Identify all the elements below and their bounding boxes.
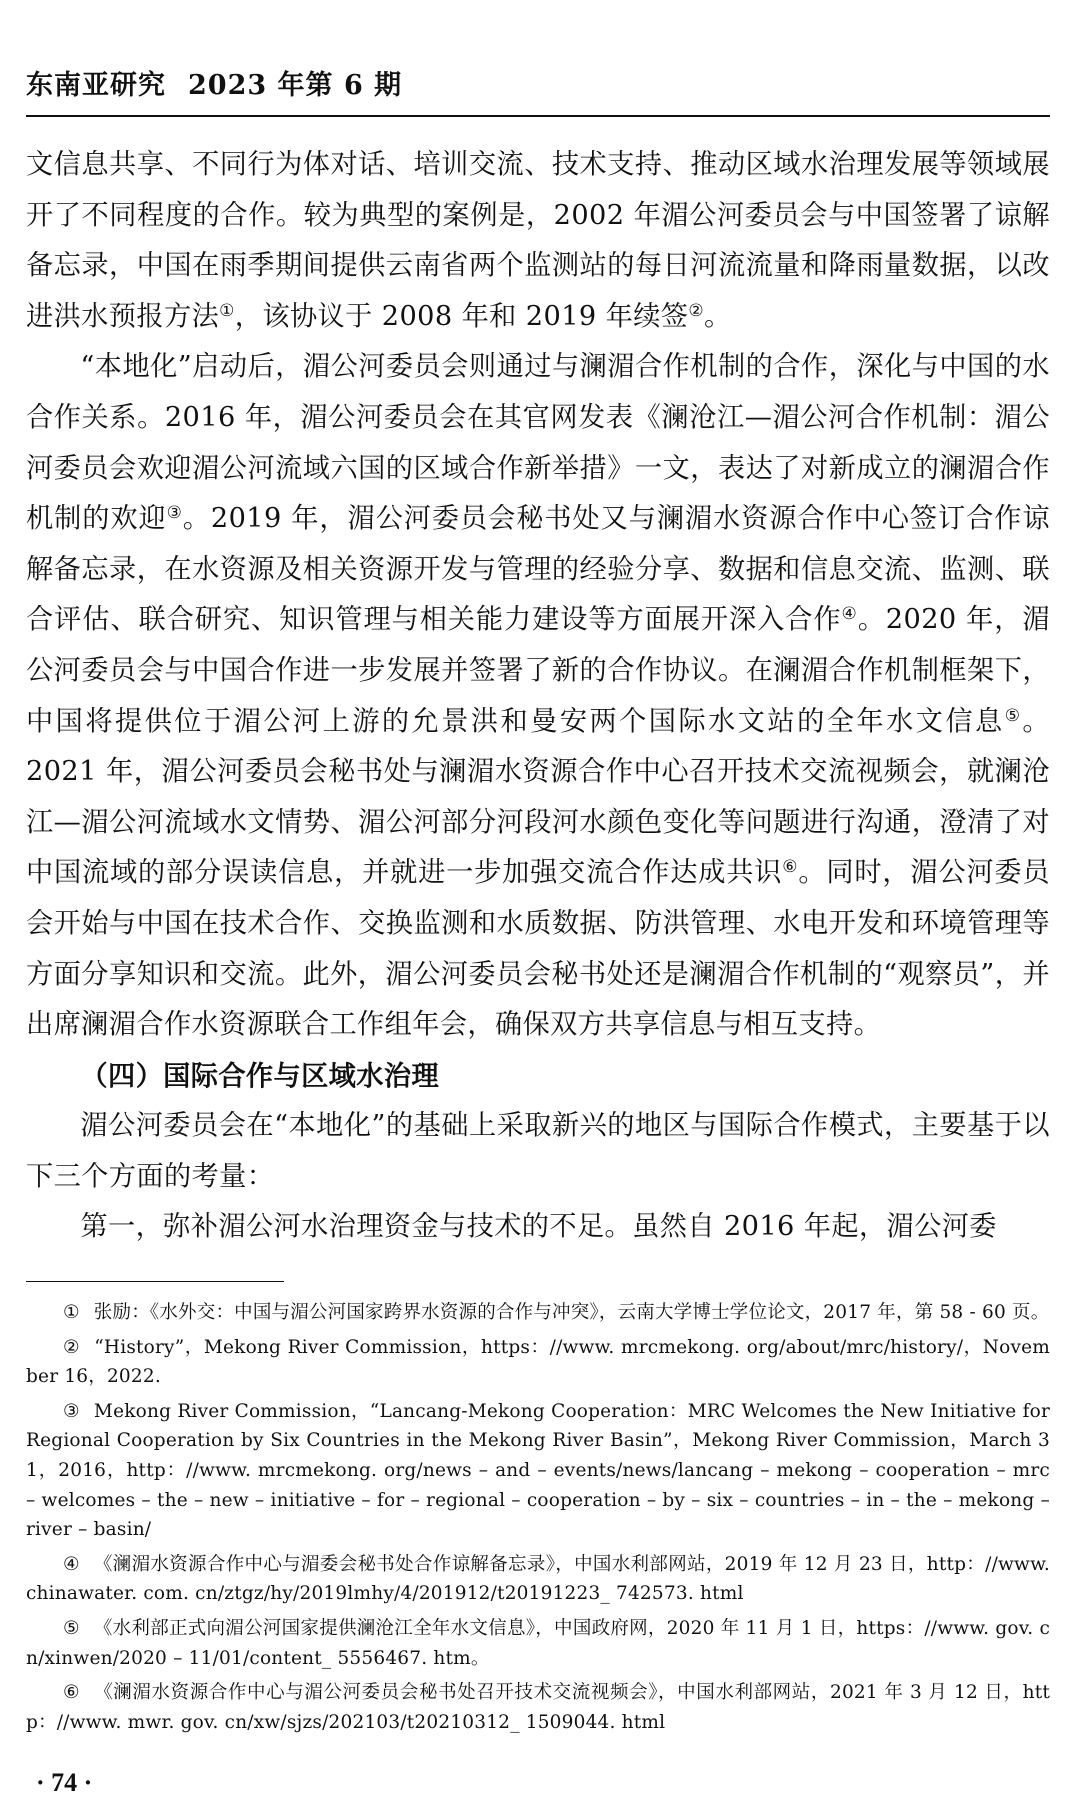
footnote-ref-1: ① (219, 300, 235, 321)
footnote-ref-2: ② (688, 300, 705, 321)
footnote-text: 《澜湄水资源合作中心与湄委会秘书处合作谅解备忘录》，中国水利部网站，2019 年 12 月 23 日，http：//www. chinawater. com. cn/ztgz/hy/2019lmhy/4/201912/t20191223_ 742573. html (26, 1553, 1050, 1605)
footnote-text: 张励：《水外交：中国与湄公河国家跨界水资源的合作与冲突》，云南大学博士学位论文，2017 年，第 58 - 60 页。 (93, 1302, 1050, 1323)
footnotes (26, 1298, 1050, 1742)
article-body (26, 140, 1050, 1253)
paragraph-text: 。同时，湄公河委员会开始与中国在技术合作、交换监测和水质数据、防洪管理、水电开发和环境管理等方面分享知识和交流。此外，湄公河委员会秘书处还是澜湄合作机制的“观察员”，并出席澜湄合作水资源联合工作组年会，确保双方共享信息与相互支持。 (26, 857, 1050, 1041)
paragraph-text: ，该协议于 2008 年和 2019 年续签 (234, 300, 689, 332)
running-header (26, 66, 1052, 106)
footnote-rule (26, 1281, 284, 1282)
footnote-number: ④ (63, 1553, 80, 1575)
body-paragraph-2 (26, 342, 1050, 1050)
footnote-ref-5: ⑤ (1004, 705, 1023, 726)
paragraph-text: “本地化”启动后，湄公河委员会则通过与澜湄合作机制的合作，深化与中国的水合作关系。2016 年，湄公河委员会在其官网发表《澜沧江—湄公河合作机制：湄公河委员会欢迎湄公河流域六国的区域合作新举措》一文，表达了对新成立的澜湄合作机制的欢迎 (26, 351, 1050, 535)
header-rule (26, 115, 1050, 117)
footnote-text: 《澜湄水资源合作中心与湄公河委员会秘书处召开技术交流视频会》，中国水利部网站，2021 年 3 月 12 日，http：//www. mwr. gov. cn/xw/sjzs/202103/t20210312_ 1509044. html (26, 1682, 1050, 1733)
footnote-3 (26, 1397, 1050, 1545)
footnote-text: “History”，Mekong River Commission，https：//www. mrcmekong. org/about/mrc/history/，November 16，2022. (26, 1336, 1050, 1388)
body-paragraph-3: 湄公河委员会在“本地化”的基础上采取新兴的地区与国际合作模式，主要基于以下三个方面的考量： (26, 1110, 1050, 1192)
footnote-6 (26, 1678, 1050, 1737)
footnote-number: ① (63, 1302, 80, 1323)
footnote-ref-3: ③ (166, 503, 183, 524)
footnote-text: Mekong River Commission，“Lancang-Mekong Cooperation：MRC Welcomes the New Initiative for Regional Cooperation by Six Countries in the Mekong River Basin”，Mekong River Commission，March 31，2016，http：//www. mrcmekong. org/news – and – events/news/lancang – mekong – cooperation – mrc – welcomes – the – new – initiative – for – regional – cooperation – by – six – countries – in – the – mekong – river – basin/ (26, 1400, 1050, 1541)
section-heading: （四）国际合作与区域水治理 (80, 1059, 440, 1092)
footnote-number: ② (63, 1336, 81, 1358)
issue-label: 2023 年第 6 期 (188, 70, 403, 101)
paragraph-text: 文信息共享、不同行为体对话、培训交流、技术支持、推动区域水治理发展等领域展开了不同程度的合作。较为典型的案例是，2002 年湄公河委员会与中国签署了谅解备忘录，中国在雨季期间提供云南省两个监测站的每日河流流量和降雨量数据，以改进洪水预报方法 (26, 149, 1050, 332)
journal-title: 东南亚研究 (26, 70, 166, 101)
footnote-2 (26, 1333, 1050, 1392)
paragraph-text: 。2019 年，湄公河委员会秘书处又与澜湄水资源合作中心签订合作谅解备忘录，在水资源及相关资源开发与管理的经验分享、数据和信息交流、监测、联合评估、联合研究、知识管理与相关能力建设等方面展开深入合作 (26, 503, 1050, 636)
footnote-number: ⑥ (63, 1682, 81, 1704)
footnote-number: ⑤ (63, 1617, 80, 1639)
footnote-ref-6: ⑥ (782, 857, 799, 878)
footnote-ref-4: ④ (841, 604, 858, 625)
footnote-4 (26, 1550, 1050, 1609)
body-paragraph-1 (26, 140, 1050, 342)
footnote-number: ③ (63, 1400, 80, 1422)
footnote-text: 《水利部正式向湄公河国家提供澜沧江全年水文信息》，中国政府网，2020 年 11 月 1 日，https：//www. gov. cn/xinwen/2020 – 11/01/content_ 5556467. htm。 (26, 1617, 1051, 1669)
page-number: · 74 · (36, 1768, 93, 1797)
paragraph-text: 。2021 年，湄公河委员会秘书处与澜湄水资源合作中心召开技术交流视频会，就澜沧江—湄公河流域水文情势、湄公河部分河段河水颜色变化等问题进行沟通，澄清了对中国流域的部分误读信息，并就进一步加强交流合作达成共识 (26, 705, 1051, 889)
paragraph-text: 。 (704, 300, 732, 332)
paragraph-text: 。2020 年，湄公河委员会与中国合作进一步发展并签署了新的合作协议。在澜湄合作机制框架下，中国将提供位于湄公河上游的允景洪和曼安两个国际水文站的全年水文信息 (26, 604, 1051, 737)
footnote-5 (26, 1614, 1050, 1673)
body-paragraph-4: 第一，弥补湄公河水治理资金与技术的不足。虽然自 2016 年起，湄公河委 (80, 1211, 997, 1243)
footnote-1 (26, 1298, 1050, 1328)
